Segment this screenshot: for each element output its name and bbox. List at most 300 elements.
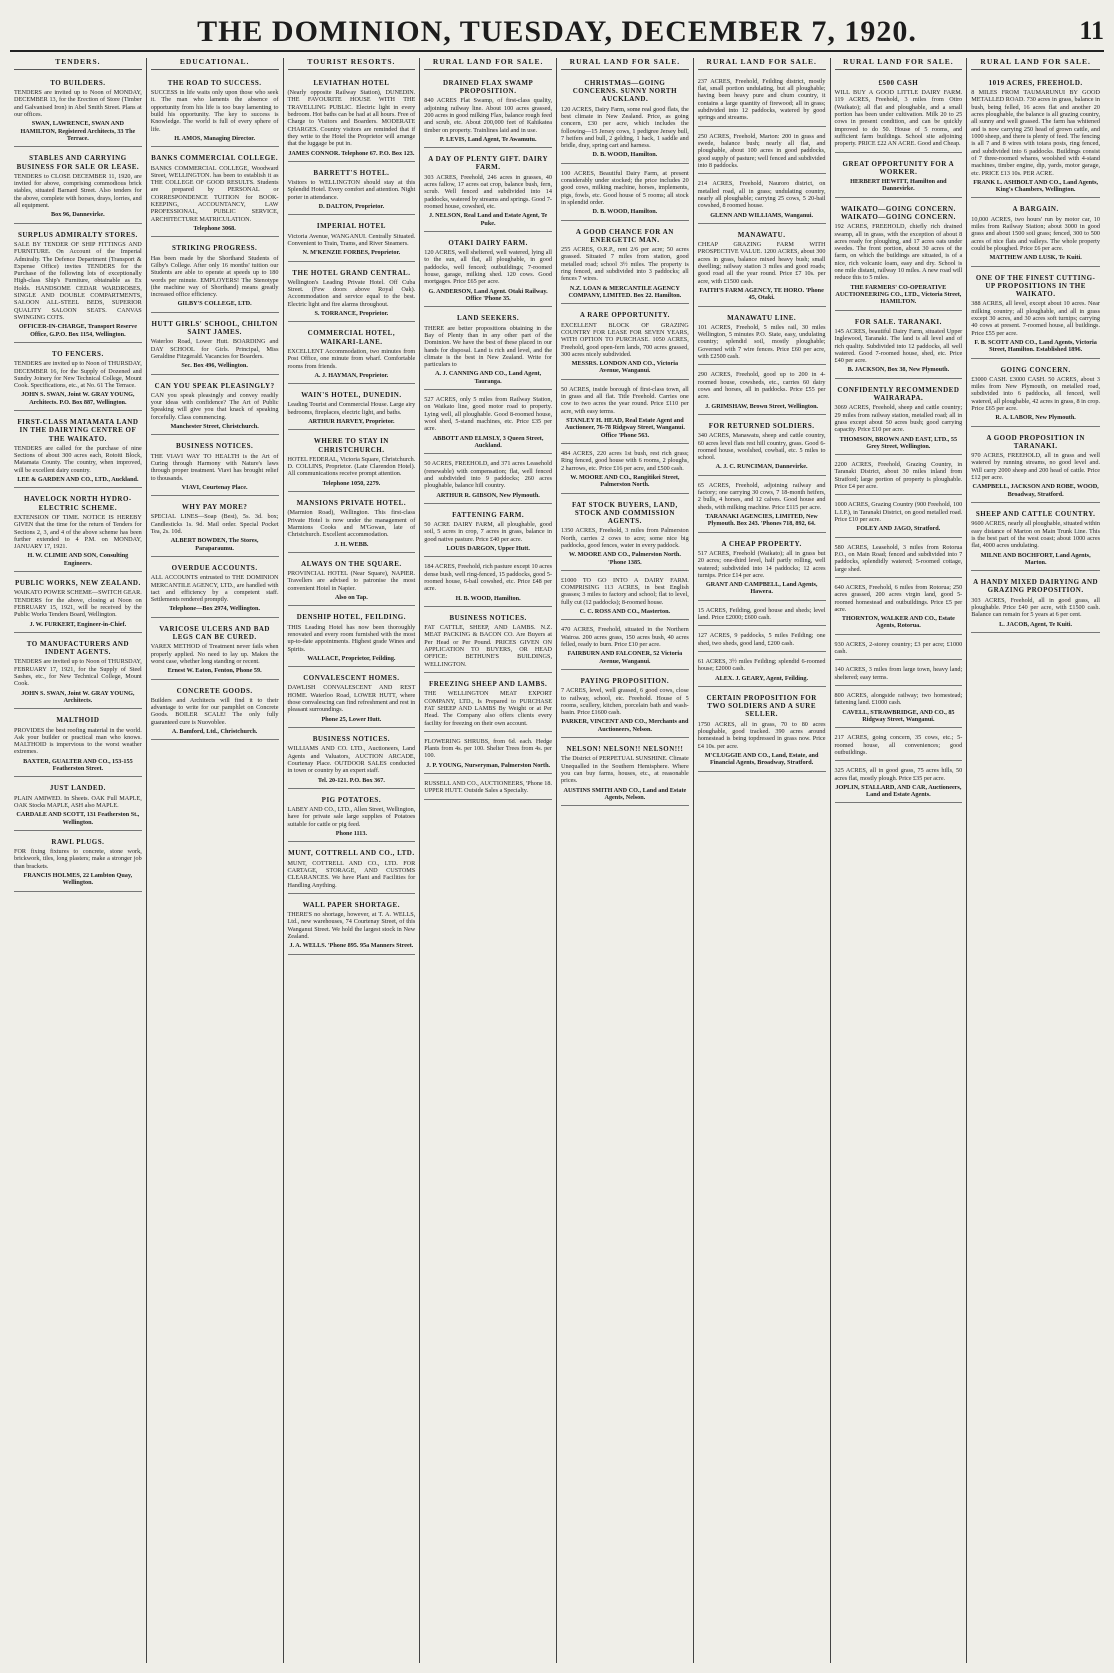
ad-body: 800 ACRES, alongside railway; two homestead; fattening land. £1000 cash. <box>834 692 963 707</box>
ad-sign: LEE & GARDEN AND CO., LTD., Auckland. <box>17 476 139 484</box>
ad-head: TO MANUFACTURERS AND INDENT AGENTS. <box>26 639 130 657</box>
ad-head: FOR RETURNED SOLDIERS. <box>708 421 815 430</box>
classified-ad <box>288 844 416 894</box>
ad-head: MANAWATU LINE. <box>727 313 797 322</box>
ad-sign: Manchester Street, Christchurch. <box>170 423 259 431</box>
classified-ad <box>288 164 416 216</box>
ad-body: FOR fixing fixtures to concrete, stone work, brickwork, tiles, long plasters; make a stronger job than brackets. <box>14 848 142 870</box>
ad-head: MALTHOID <box>56 716 100 725</box>
classified-ad <box>288 432 416 492</box>
ad-body: MUNT, COTTRELL AND CO., LTD. FOR CARTAGE, STORAGE, AND CUSTOMS CLEARANCES. We have Plant and Facilities for Handling Anything. <box>287 859 416 889</box>
ad-head: TO FENCERS. <box>52 349 104 358</box>
ad-body: (Marmion Road), Wellington. This first-class Private Hotel is now under the management of Marmions Cooks and M'Gowan, late of Christchurch. Excellent accommodation. <box>287 509 416 539</box>
ad-sign: J. W. FURKERT, Engineer-in-Chief. <box>29 620 127 628</box>
ad-head: HAVELOCK NORTH HYDRO-ELECTRIC SCHEME. <box>24 495 132 512</box>
ad-sign: HERBERT HEWITT, Hamilton and Dannevirke. <box>850 178 947 193</box>
classified-ad <box>288 217 416 261</box>
ad-head: FOR SALE. TARANAKI. <box>854 317 942 326</box>
classified-ad <box>698 689 826 772</box>
classified-ad <box>288 324 416 384</box>
ad-sign: A. J. CANNING AND CO., Land Agent, Tauranga. <box>435 370 542 385</box>
ad-sign: C. C. ROSS AND CO., Masterton. <box>579 608 671 616</box>
ad-sign: Also on Tap. <box>334 594 368 602</box>
classified-ad <box>561 306 689 379</box>
classified-ad <box>971 269 1100 359</box>
ad-sign: JAMES CONNOR. Telephone 67. P.O. Box 123. <box>288 149 415 157</box>
ad-sign: D. DALTON, Proprietor. <box>318 203 385 211</box>
classified-ad <box>424 74 552 148</box>
ad-body: 50 ACRE DAIRY FARM, all ploughable, good soil, 5 acres in crop, 7 acres in grass, balance in good native pasture. Price £40 per acre. <box>424 521 552 543</box>
ad-sign: AUSTINS SMITH AND CO., Land and Estate Agents, Nelson. <box>563 786 687 801</box>
classified-ad <box>561 166 689 221</box>
ad-sign: ARTHUR HARVEY, Proprietor. <box>308 418 395 426</box>
ad-sign: FAITH'S FARM AGENCY, TE HORO. 'Phone 45, Otaki. <box>699 286 824 302</box>
ad-head: WHERE TO STAY IN CHRISTCHURCH. <box>313 437 389 454</box>
classified-ad <box>835 540 963 578</box>
ad-head: A BARGAIN. <box>1012 205 1059 214</box>
ad-body: TENDERS are invited up to Noon of THURSDAY, DECEMBER 16, for the Supply of Dozened and Sundry Joinery for New Technical College, Mount Cook. Specifications, etc., at No. 61 The Terrace. <box>14 360 142 390</box>
ad-sign: FAIRBURN AND FALCONER, 52 Victoria Avenue, Wanganui. <box>567 650 683 665</box>
ad-head: A RARE OPPORTUNITY. <box>579 311 670 320</box>
ad-body: TENDERS to CLOSE DECEMBER 11, 1920, are invited for above, comprising commodious brick stables, situated Barnard Street. Also tenders for the above, complete with horses, drays, lorries, and all equipment. <box>14 172 142 210</box>
ad-body: EXCELLENT BLOCK OF GRAZING COUNTRY FOR LEASE FOR SEVEN YEARS, WITH OPTION TO PURCHASE. 1050 ACRES, Freehold, good open-fern lands, 700 acres grassed, 300 acres nicely subdivided. <box>561 321 689 358</box>
classified-ad <box>424 734 552 774</box>
classified-ad <box>971 74 1100 199</box>
ad-body: 3069 ACRES, Freehold, sheep and cattle country; 29 miles from railway station, metalled road; all in grass except about 50 acres bush; good carrying capacity. Price £10 per acre. <box>834 404 963 434</box>
ad-head: DENSHIP HOTEL, FEILDING. <box>296 613 406 622</box>
classified-ad <box>561 223 689 305</box>
ad-head: SHEEP AND CATTLE COUNTRY. <box>975 510 1096 519</box>
classified-ad <box>698 74 826 127</box>
classified-ad <box>835 313 963 379</box>
ad-sign: BAXTER, GUALTER AND CO., 153-155 Featherston Street. <box>23 757 133 773</box>
ad-body: 120 ACRES, well sheltered, well watered, lying all to the sun, all flat, all ploughable, in good paddocks, well fenced; outbuildings; 7-roomed house, garage, milking shed. 120 cows. Good mortgages. Price £65 per acre. <box>424 249 552 286</box>
ad-body: 340 ACRES, Manawatu, sheep and cattle country, 60 acres level flats rest hill country, grass. Good 6-roomed house, woolshed, cowbail, etc. 5 miles to school. <box>697 432 826 462</box>
ad-body: SUCCESS in life waits only upon those who seek it. The man who laments the absence of opportunity from his life is too busy lamenting to build his opportunity. The key to success is Knowledge. The world is full of every sphere of life. <box>150 89 279 133</box>
ad-head: MANSIONS PRIVATE HOTEL. <box>296 499 407 508</box>
classified-ad <box>14 413 142 488</box>
ad-sign: ALEX. J. GEARY, Agent, Feilding. <box>715 674 809 682</box>
ad-head: A GOOD PROPOSITION IN TARANAKI. <box>986 433 1085 450</box>
ad-head: TO BUILDERS. <box>50 78 106 87</box>
classified-ad <box>698 309 826 366</box>
ad-sign: D. B. WOOD, Hamilton. <box>592 208 658 216</box>
ad-body: TENDERS are invited up to Noon of MONDAY, DECEMBER 13, for the Erection of Store (Timber and Galvanised Iron) in Abel Smith Street. Plans at our offices. <box>14 89 142 119</box>
ad-sign: STANLEY H. HEAD, Real Estate Agent and Auctioneer, 76-78 Ridgway Street, Wanganui. Office 'Phone 563. <box>564 417 685 439</box>
classified-ad <box>698 129 826 175</box>
ad-body: The District of PERPETUAL SUNSHINE. Climate Unequalled in the Southern Hemisphere. Where you can buy farms, houses, etc., at reasonable prices. <box>561 755 689 785</box>
classified-ad <box>14 635 142 709</box>
ad-head: ALWAYS ON THE SQUARE. <box>301 559 402 568</box>
classified-ad <box>151 498 279 557</box>
classified-ad <box>835 457 963 495</box>
ad-body: 10,000 ACRES, two hours' run by motor car, 10 miles from Railway Station; about 3000 in good grass and about 1500 soil grass; fenced, 300 to 500 acres of nice flats and valleys. The whole property could be ploughed. Price £6 per acre. <box>971 215 1100 252</box>
classified-ad <box>971 200 1100 266</box>
ad-sign: Phone 1113. <box>335 830 368 838</box>
ad-body: 1750 ACRES, all in grass, 70 to 80 acres ploughable, good tracked. 390 acres around homestead is being topdressed in grass now. Price £4 10s. per acre. <box>697 720 826 750</box>
column-7 <box>831 58 968 1663</box>
ad-body: 7 ACRES, level, well grassed, 6 good cows, close to railway, school, etc. Freehold. House of 5 rooms, scullery, kitchen, porcelain bath and wash-basin. Price £1600 cash. <box>561 687 689 717</box>
column-heading: RURAL LAND FOR SALE. <box>971 58 1100 70</box>
ad-head: A CHEAP PROPERTY. <box>721 539 802 548</box>
classified-ad <box>698 654 826 687</box>
classified-ad <box>14 74 142 147</box>
ad-body: 101 ACRES, Freehold, 5 miles rail, 30 miles Wellington, 5 minutes P.O. State, easy, undulating country; splendid soil, mostly ploughable; Governed with 7 wire fences. Price £60 per acre, with £2500 cash. <box>697 323 826 361</box>
classified-ad <box>561 74 689 164</box>
ad-body: THIS Leading Hotel has now been thoroughly renovated and every room furnished with the most up-to-date appointments. Highest grade Wines and Spirits. <box>287 623 416 653</box>
ad-body: EXTENSION OF TIME. NOTICE IS HEREBY GIVEN that the time for the return of Tenders for Sections 2, 3, and 4 of the above scheme has been further extended to 4 P.M. on MONDAY, JANUARY 17, 1921. <box>14 513 142 551</box>
ad-sign: JOPLIN, STALLARD, AND CAR, Auctioneers, Land and Estate Agents. <box>835 783 962 799</box>
classified-ad <box>698 176 826 224</box>
masthead <box>10 14 1104 52</box>
ad-body: RUSSELL AND CO., AUCTIONEERS, 'Phone 18. UPPER HUTT. Outside Sales a Specialty. <box>424 780 552 795</box>
ad-sign: CAMPBELL, JACKSON AND ROBE, WOOD, Broadway, Stratford. <box>972 483 1099 498</box>
ad-head: COMMERCIAL HOTEL, WAIKARI-LANE. <box>307 329 396 346</box>
column-8 <box>967 58 1104 1663</box>
ad-head: FAT STOCK BUYERS, LAND, STOCK AND COMMISSION AGENTS. <box>572 500 678 526</box>
column-heading: TENDERS. <box>14 58 142 70</box>
classified-ad <box>151 620 279 680</box>
ad-sign: CARDALE AND SCOTT, 131 Featherston St., Wellington. <box>16 811 140 826</box>
classified-ad <box>151 559 279 618</box>
classified-ad <box>698 535 826 601</box>
classified-ad <box>288 669 416 728</box>
ad-body: PROVINCIAL HOTEL (Near Square), NAPIER. Travellers are advised to patronise the most convenient Hotel in Napier. <box>287 570 416 592</box>
ad-sign: THORNTON, WALKER AND CO., Estate Agents, Rotorua. <box>841 615 955 630</box>
ad-head: GREAT OPPORTUNITY FOR A WORKER. <box>842 159 955 176</box>
ad-body: 303 ACRES, Freehold, all in good grass, all ploughable. Price £40 per acre, with £1500 cash. Balance can remain for 5 years at 6 per cent. <box>971 596 1100 619</box>
ad-body: THERE are better propositions obtaining in the Bay of Plenty than in any other part of the Dominion. We have the best of these placed in our hands for disposal. Land is rich and level, and the climate is the best in New Zealand. Write for particulars to <box>424 324 552 369</box>
ad-head: CONCRETE GOODS. <box>176 686 253 695</box>
page-number: 11 <box>1079 16 1104 45</box>
classified-ad <box>151 377 279 436</box>
classified-ad <box>835 730 963 761</box>
classified-ad <box>151 239 279 312</box>
ad-body: 1000 ACRES, Grazing Country (900 Freehold, 100 L.I.P.), in Taranaki District, on good metalled road. Price £10 per acre. <box>834 501 963 524</box>
classified-ad <box>288 555 416 607</box>
ad-body: £1000 TO GO INTO A DAIRY FARM. COMPRISING 113 ACRES, in best English grasses; 3 miles to factory and school; flat to level, fully cut (12 paddocks); 8-roomed house. <box>561 576 689 606</box>
ad-sign: J. GRIMSHAW, Brown Street, Wellington. <box>705 402 819 410</box>
column-heading: EDUCATIONAL. <box>151 58 279 70</box>
classified-ad <box>971 505 1100 571</box>
classified-ad <box>971 573 1100 633</box>
classified-ad <box>835 155 963 198</box>
ad-body: 1350 ACRES, Freehold, 3 miles from Palmerston North, carries 2 cows to acre; some nice big paddocks, good fences, water in every paddock. <box>561 527 689 549</box>
ad-body: 290 ACRES, Freehold, good up to 200 in 4-roomed house, cowsheds, etc., carries 60 dairy cows and horses, all in paddocks. Price £55 per acre. <box>697 371 826 401</box>
ad-sign: Telephone 1050, 2279. <box>322 479 381 487</box>
column-heading: RURAL LAND FOR SALE. <box>424 58 552 70</box>
classified-ad <box>14 779 142 831</box>
ad-body: THERE'S no shortage, however, at T. A. WELLS, Ltd., new warehouses, 74 Courtenay Street, of this Wanganui Street. We hold the largest stock in New Zealand. <box>287 911 416 941</box>
ad-head: NELSON! NELSON!! NELSON!!! <box>566 745 684 754</box>
ad-sign: Box 96, Dannevirke. <box>51 211 105 219</box>
ad-body: 65 ACRES, Freehold, adjoining railway and factory; one carrying 30 cows, 7 18-month heifers, 2 bulls, 4 horses, and 12 calves. Good house and sheds, with milking machine. Price £115 per acre. <box>697 481 826 511</box>
ad-body: Waterloo Road, Lower Hutt. BOARDING and DAY SCHOOL for Girls. Principal, Miss Geraldine Fitzgerald. Vacancies for Boarders. <box>150 338 279 360</box>
column-grid <box>10 58 1104 1663</box>
ad-head: PIG POTATOES. <box>321 795 382 804</box>
ad-head: CHRISTMAS—GOING CONCERNS. SUNNY NORTH AUCKLAND. <box>572 78 678 104</box>
ad-head: STRIKING PROGRESS. <box>172 244 258 253</box>
classified-ad <box>835 200 963 311</box>
ad-head: LAND SEEKERS. <box>457 314 520 323</box>
classified-ad <box>14 226 142 343</box>
ad-body: 217 ACRES, going concern, 35 cows, etc.; 5-roomed house, all conveniences; good outbuildings. <box>834 734 963 756</box>
ad-body: 325 ACRES, all in good grass, 75 acres hills, 50 acres flat, mostly plough. Price £35 per acre. <box>834 767 963 782</box>
classified-ad <box>288 264 416 323</box>
classified-ad <box>561 740 689 806</box>
classified-ad <box>424 506 552 558</box>
ad-sign: FRANCIS HOLMES, 22 Lambton Quay, Wellington. <box>23 872 133 887</box>
ad-body: SPECIAL LINES—Soap (Best), 5s. 3d. box; Candlesticks 1s. 9d. Mail order. Special Pocket Tea, 2s. 10d. <box>150 513 279 536</box>
column-5 <box>557 58 694 1663</box>
ad-sign: G. ANDERSON, Land Agent. Otaki Railway. Office 'Phone 35. <box>428 287 548 303</box>
ad-sign: FRANK L. ASHBOLT AND CO., Land Agents, King's Chambers, Wellington. <box>973 178 1099 194</box>
ad-sign: SWAN, LAWRENCE, SWAN AND HAMILTON, Registered Architects, 33 The Terrace. <box>20 120 136 142</box>
ad-body: 484 ACRES, 220 acres 1st bush, rest rich grass; Ring fenced, good house with 6 rooms, 2 ploughs, 2 harrows, etc. Price £16 per acre, and £500 cash. <box>561 449 689 472</box>
ad-head: PUBLIC WORKS, NEW ZEALAND. <box>15 579 141 588</box>
classified-ad <box>971 429 1100 503</box>
ad-sign: JOHN S. SWAN, Joint W. GRAY YOUNG, Architects. <box>21 689 135 704</box>
classified-ad <box>288 494 416 553</box>
classified-ad <box>424 609 552 673</box>
classified-ad <box>698 603 826 627</box>
classified-ad <box>835 688 963 728</box>
ad-head: CONFIDENTLY RECOMMENDED WAIRARAPA. <box>837 385 960 403</box>
classified-ad <box>698 478 826 533</box>
classified-ad <box>14 490 142 572</box>
ad-body: 145 ACRES, beautiful Dairy Farm, situated Upper Inglewood, Taranaki. The land is all level and of rich quality. Subdivided into 12 paddocks, all well watered. Good 7-roomed house, shed, etc. Price £40 per acre. <box>834 327 963 365</box>
ad-head: THE ROAD TO SUCCESS. <box>167 78 262 87</box>
classified-ad <box>288 791 416 843</box>
ad-sign: MESSRS. LONDON AND CO., Victoria Avenue, Wanganui. <box>571 360 679 375</box>
ad-body: 303 ACRES, Freehold, 246 acres in grasses, 40 acres fallow, 17 acres oat crop, balance bush, fern, scrub. Well fenced and subdivided into 14 paddocks, watered by streams and springs. Good 7-roomed house, cowshed, etc. <box>424 173 552 210</box>
ad-body: 61 ACRES, 3½ miles Feilding; splendid 6-roomed house; £2000 cash. <box>697 658 826 673</box>
ad-head: CAN YOU SPEAK PLEASINGLY? <box>154 381 275 390</box>
classified-ad <box>835 497 963 537</box>
ad-body: HOTEL FEDERAL, Victoria Square, Christchurch. D. COLLINS, Proprietor. (Late Clarendon Hotel). All communications receive prompt attention. <box>287 455 416 478</box>
ad-sign: A. Bamford, Ltd., Christchurch. <box>171 728 258 736</box>
classified-ad <box>424 392 552 454</box>
ad-sign: M'CLUGGIE AND CO., Land, Estate, and Financial Agents, Broadway, Stratford. <box>704 751 819 767</box>
column-heading: RURAL LAND FOR SALE. <box>698 58 826 70</box>
ad-head: BANKS COMMERCIAL COLLEGE. <box>151 154 279 163</box>
masthead-title: THE DOMINION, TUESDAY, DECEMBER 7, 1920. <box>197 15 917 48</box>
classified-ad <box>151 682 279 741</box>
ad-body: LABEY AND CO., LTD., Allen Street, Wellington, have for private sale large supplies of Potatoes suitable for cattle or pig feed. <box>287 806 416 828</box>
ad-sign: Sec. Box 496, Wellington. <box>181 362 248 370</box>
classified-ad <box>835 381 963 455</box>
ad-head: WALL PAPER SHORTAGE. <box>302 900 400 909</box>
ad-sign: Telephone 3068. <box>193 225 236 233</box>
ad-sign: THE FARMERS' CO-OPERATIVE AUCTIONEERING CO., LTD., Victoria Street, HAMILTON. <box>835 283 962 306</box>
classified-ad <box>288 730 416 789</box>
ad-head: WAIN'S HOTEL, DUNEDIN. <box>301 391 402 400</box>
classified-ad <box>424 559 552 607</box>
ad-body: 840 ACRES Flat Swamp, of first-class quality, adjoining railway line. About 100 acres grassed, 200 acres in good milking Flax, balance rough feed and scrub, etc. About 200,000 feet of Kahikatea timber on property. Trainlines laid and in use. <box>424 97 552 134</box>
ad-head: OTAKI DAIRY FARM. <box>448 238 528 247</box>
ad-body: 470 ACRES, Freehold, situated in the Northern Wairoa. 200 acres grass, 150 acres bush, 40 acres felled, ready to burn. Price £10 per acre. <box>561 626 689 649</box>
ad-body: 15 ACRES, Feilding, good house and sheds; level land. Price £2000; £600 cash. <box>697 606 826 622</box>
ad-sign: J. NELSON, Real Land and Estate Agent, Te Puke. <box>428 212 548 227</box>
ad-body: Builders and Architects will find it to their advantage to write for our pamphlet on Concrete Goods. BOILER SCALE! The only fully guaranteed cure is Nuovoblee. <box>150 696 279 726</box>
ad-sign: VIAVI, Courtenay Place. <box>181 483 248 491</box>
classified-ad <box>835 580 963 635</box>
ad-sign: D. B. WOOD, Hamilton. <box>592 151 658 159</box>
classified-ad <box>698 367 826 415</box>
classified-ad <box>561 672 689 738</box>
ad-body: Leading Tourist and Commercial House. Large airy bedrooms, fireplaces, electric light, and baths. <box>287 401 416 416</box>
ad-head: MANAWATU. <box>737 230 786 239</box>
ad-head: 1019 ACRES, FREEHOLD. <box>988 78 1083 87</box>
ad-body: £3000 CASH. £3000 CASH. 50 ACRES, about 3 miles from New Plymouth, on metalled road, subdivided into 6 paddocks, all fenced, well watered, all ploughable, 42 acres in grass, 8 in crop. Price £65 per acre. <box>971 375 1100 413</box>
ad-body: BANKS COMMERCIAL COLLEGE, Woodward Street, WELLINGTON. has been to establish it as THE COLLEGE OF GOOD RESULTS. Students are prepared by PERSONAL or CORRESPONDENCE TUITION for BOOK-KEEPING, ACCOUNTANCY, LAW PROFESSIONAL, PUBLIC SERVICE, ARCHITECTURE MATRICULATION. <box>150 164 279 223</box>
ad-sign: Ernest W. Eaton, Fenton, Phone 59. <box>167 667 262 675</box>
ad-head: FATTENING FARM. <box>452 510 525 519</box>
classified-ad <box>835 763 963 803</box>
ad-body: 184 ACRES, Freehold, rich pasture except 10 acres dense bush, well ring-fenced, 15 paddocks, good 5-roomed house, 6-bail cowshed, etc. Price £48 per acre. <box>424 563 552 593</box>
ad-sign: FOLEY AND JAGO, Stratford. <box>856 525 941 533</box>
classified-ad <box>561 622 689 670</box>
ad-head: DRAINED FLAX SWAMP PROPOSITION. <box>442 78 534 96</box>
ad-body: 970 ACRES, FREEHOLD, all in grass and well watered by running streams, no good level and. Will carry 2000 sheep and 200 head of cattle. Price £12 per acre. <box>971 452 1100 482</box>
ad-body: 120 ACRES, Dairy Farm, some real good flats, the best climate in New Zealand. Price, as going concern, £30 per acre, which includes the following—15 Jersey cows, 1 pedigree Jersey bull, 7 heifers and bull, 2 gelding, 1 hack, 1 saddle and bridle, dray, spring cart and harness. <box>561 105 689 150</box>
ad-head: BUSINESS NOTICES. <box>175 442 254 451</box>
classified-ad <box>151 315 279 375</box>
ad-head: LEVIATHAN HOTEL <box>313 78 390 87</box>
ad-head: GOING CONCERN. <box>1000 365 1071 374</box>
ad-body: 930 ACRES, 2-storey country; £3 per acre; £1000 cash. <box>834 640 963 656</box>
ad-body: PLAIN AMIWED. In Sheets. OAK Full MAPLE, OAK Stocks MAPLE, ASH also MAPLE. <box>14 794 142 809</box>
ad-sign: CAVELL, STRAWBRIDGE, AND CO., 85 Ridgway Street, Wanganui. <box>842 708 955 723</box>
ad-head: A GOOD CHANCE FOR AN ENERGETIC MAN. <box>575 227 674 244</box>
ad-head: BUSINESS NOTICES. <box>312 735 391 744</box>
classified-ad <box>698 226 826 307</box>
classified-ad <box>288 896 416 955</box>
classified-ad <box>971 361 1100 427</box>
ad-body: FLOWERING SHRUBS, from 6d. each. Hedge Plants from 4s. per 100. Shelter Trees from 4s. per 100. <box>424 737 552 760</box>
ad-body: DAWLISH CONVALESCENT AND REST HOME. Waterloo Road, LOWER HUTT, where those convalescing can find refreshment and rest in pleasant surroundings. <box>287 684 416 714</box>
ad-body: WILL BUY A GOOD LITTLE DAIRY FARM. 119 ACRES, Freehold, 3 miles from Otiro (Waikato); all flat and ploughable, and a small portion has been under cultivation. Milk 20 to 25 cows in present condition, and can be quickly improved to do 50. House of 5 rooms, and sufficient farm buildings. School site adjoining property. PRICE £22 AN ACRE. Good and Cheap. <box>834 89 963 148</box>
ad-sign: Telephone—Box 2974, Wellington. <box>169 605 260 613</box>
ad-body: TENDERS are called for the purchase of nine Sections of about 300 acres each, Rotoiti Block, Matamata County. The country, when improved, will be excellent dairy country. <box>14 444 142 474</box>
ad-sign: W. MOORE AND CO., Palmerston North. 'Phone 1385. <box>568 551 681 566</box>
ad-head: THE HOTEL GRAND CENTRAL. <box>292 268 411 277</box>
column-heading: TOURIST RESORTS. <box>288 58 416 70</box>
ad-body: 517 ACRES, Freehold (Waikato); all in grass but 20 acres; one-third level, half partly rolling, well watered; subdivided into 14 paddocks; 12 acres turnips. Price £14 per acre. <box>697 549 826 579</box>
ad-sign: A. J. C. RUNCIMAN, Dannevirke. <box>715 463 808 471</box>
ad-sign: GLENN AND WILLIAMS, Wanganui. <box>710 211 813 219</box>
ad-head: FREEZING SHEEP AND LAMBS. <box>428 680 548 689</box>
ad-sign: H. B. WOOD, Hamilton. <box>455 594 521 602</box>
ad-sign: W. MOORE AND CO., Rangitikei Street, Palmerston North. <box>570 473 680 489</box>
classified-ad <box>14 833 142 892</box>
ad-sign: P. LEVIS, Land Agent, Te Awamutu. <box>439 135 537 143</box>
ad-head: WHY PAY MORE? <box>181 503 248 512</box>
ad-head: PAYING PROPOSITION. <box>580 676 670 685</box>
ad-sign: Tel. 20-121. P.O. Box 367. <box>317 776 385 784</box>
classified-ad <box>561 573 689 621</box>
classified-ad <box>151 149 279 237</box>
classified-ad <box>288 386 416 430</box>
ad-body: VAREX METHOD of Treatment never fails when properly applied. No need to lay up. Makes the worst case, whether long standing or recent. <box>150 643 279 665</box>
ad-body: SALE BY TENDER OF SHIP FITTINGS AND FURNITURE. On Account of the Imperial Admiralty. The Defence Department (Transport & Expense Office) invites TENDERS for the Purchase of the following lots of exceptionally High-class Ship's Furniture, obtainable as Ex Holds. HANDSOME CEDAR WARDROBES, SINGLE AND DOUBLE COMPARTMENTS, SALOON ALL-STEEL BEDS, SUPERIOR QUALITY SALOON SEATS. CANVAS SWINGING COTS. <box>14 240 142 322</box>
ad-sign: R. A. LABOR, New Plymouth. <box>995 414 1076 422</box>
column-heading: RURAL LAND FOR SALE. <box>561 58 689 70</box>
ad-head: CONVALESCENT HOMES. <box>303 674 400 683</box>
classified-ad <box>698 417 826 476</box>
ad-body: 237 ACRES, Freehold, Feilding district, mostly flat, small portion undulating, but all ploughable; having been heavy pure and chum country, it contains a large quantity of firewood; all in grass; subdivided into 12 paddocks, watered by good springs and streams. <box>697 77 826 122</box>
ad-head: ONE OF THE FINEST CUTTING-UP PROPOSITIONS IN THE WAIKATO. <box>975 273 1096 299</box>
ad-head: HUTT GIRLS' SCHOOL, CHILTON SAINT JAMES. <box>151 319 278 337</box>
classified-ad <box>698 628 826 652</box>
ad-head: MUNT, COTTRELL AND CO., LTD. <box>288 849 415 858</box>
ad-sign: WALLACE, Proprietor, Feilding. <box>307 654 396 662</box>
ad-sign: F. B. SCOTT AND CO., Land Agents, Victoria Street, Hamilton. Established 1896. <box>974 338 1097 354</box>
ad-body: ALL ACCOUNTS entrusted to THE DOMINION MERCANTILE AGENCY, LTD., are handled with tact and efficiency by a competent staff. Settlements rendered promptly. <box>150 574 279 604</box>
ad-sign: MATTHEW AND LUSK, Te Kuiti. <box>989 254 1082 262</box>
classified-ad <box>835 662 963 686</box>
ad-body: 127 ACRES, 9 paddocks, 5 miles Feilding; one shed, two sheds, good land, £200 cash. <box>697 632 826 647</box>
ad-head: JUST LANDED. <box>49 784 106 793</box>
ad-sign: H. W. CLIMIE AND SON, Consulting Engineers. <box>27 552 129 567</box>
ad-body: WILLIAMS AND CO. LTD., Auctioneers, Land Agents and Valuators, AUCTION ARCADE, Courtenay Place. OUTDOOR SALES conducted in town or country by an expert staff. <box>287 745 416 775</box>
ad-body: 50 ACRES, inside borough of first-class town, all in grass and all flat. Title Freehold. Carries one cow to two acres the year round. Price £110 per acre, with easy terms. <box>561 385 689 415</box>
ad-sign: B. JACKSON, Box 38, New Plymouth. <box>847 366 950 374</box>
classified-ad <box>288 74 416 162</box>
classified-ad <box>424 234 552 307</box>
classified-ad <box>561 446 689 494</box>
classified-ad <box>424 675 552 732</box>
column-3 <box>284 58 421 1663</box>
classified-ad <box>835 637 963 661</box>
ad-head: IMPERIAL HOTEL <box>316 222 386 231</box>
classified-ad <box>288 608 416 667</box>
ad-sign: J. A. WELLS. 'Phone 895. 95a Manners Street. <box>289 942 414 950</box>
ad-body: FAT CATTLE, SHEEP, AND LAMBS. N.Z. MEAT PACKING & BACON CO. Are Buyers at Per Head or Per Pound. PRICES GIVEN ON APPLICATION TO BUYERS, OR HEAD OFFICE: BETHUNE'S BUILDINGS, WELLINGTON. <box>424 624 552 668</box>
ad-sign: ARTHUR R. GIBSON, New Plymouth. <box>436 491 540 499</box>
ad-body: 50 ACRES, FREEHOLD, and 371 acres Leasehold (renewable) with compensation; flat, well fenced and subdivided into 9 paddocks; 260 acres ploughable, balance hill country. <box>424 460 552 490</box>
ad-body: 100 ACRES, Beautiful Dairy Farm, at present considerably under stocked; the price includes 20 good cows, milking machine, horses, implements, pigs, fowls, etc. Good house of 5 rooms; all stock in splendid order. <box>561 169 689 207</box>
ad-body: Wellington's Leading Private Hotel. Off Cuba Street. (Few doors above Royal Oak). Accommodation and service equal to the best. Electric light and fire alarms throughout. <box>287 278 416 308</box>
ad-head: BUSINESS NOTICES. <box>449 613 527 622</box>
ad-body: 388 ACRES, all level, except about 10 acres. Near milking country; all ploughable, and all in grass except 30 acres, and 30 acres soft turnips; carrying 40 cows at present. 7-roomed house, all buildings. Price £55 per acre. <box>971 300 1100 337</box>
ad-body: Victoria Avenue, WANGANUI. Centrally Situated. Convenient to Train, Trams, and River Steamers. <box>287 232 416 247</box>
ad-sign: TARANAKI AGENCIES, LIMITED, New Plymouth. Box 243. 'Phones 718, 892, 64. <box>705 513 818 528</box>
ad-sign: OFFICER-IN-CHARGE, Transport Reserve Office, G.P.O. Box 1154, Wellington. <box>18 323 137 338</box>
ad-body: 580 ACRES, Leasehold, 3 miles from Rotorua P.O., on Main Road; fenced and subdivided into 7 paddocks, splendidly watered; 5-roomed cottage, large shed. <box>834 543 963 573</box>
ad-sign: J. H. WEBB. <box>334 540 369 548</box>
ad-sign: JOHN S. SWAN, Joint W. GRAY YOUNG, Architects. P.O. Box 887, Wellington. <box>21 391 135 406</box>
ad-body: EXCELLENT Accommodation, two minutes from Post Office, one minute from wharf. Comfortable rooms from friends. <box>287 347 416 370</box>
ad-sign: N. M'KENZIE FORBES, Proprietor. <box>302 249 401 257</box>
classified-ad <box>561 496 689 571</box>
ad-body: CAN you speak pleasingly and convey readily your ideas with confidence? The Art of Public Speaking will give you that knack of speaking forcefully. Class commencing. <box>150 391 279 421</box>
ad-sign: GILBY'S COLLEGE, LTD. <box>177 300 252 308</box>
ad-body: WAIKATO POWER SCHEME—SWITCH GEAR. TENDERS for the above, closing at Noon on FEBRUARY 15, 1921, will be received by the Public Works Tenders Board, Wellington. <box>14 589 142 619</box>
classified-ad <box>14 711 142 777</box>
classified-ad <box>151 437 279 496</box>
ad-body: CHEAP GRAZING FARM WITH PROSPECTIVE VALUE. 1200 ACRES, about 300 acres in grass, balance mixed heavy bush; small dwelling; railway station 3 miles and good roads; good road all the year round. Price £7 10s. per acre, with £1500 cash. <box>697 241 826 285</box>
ad-body: 250 ACRES, Freehold, Marton: 200 in grass and swede, balance bush; nearly all flat, and ploughable, about 100 acres in good paddocks, good supply of pasture; well fenced and subdivided into 8 paddocks. <box>697 132 826 169</box>
ad-body: 527 ACRES, only 5 miles from Railway Station, on Waikato line, good motor road to property. Lying well, all ploughable. Good 8-roomed house, wool shed, 5-stand machines, etc. Price £35 per acre. <box>424 396 552 433</box>
column-4 <box>420 58 557 1663</box>
ad-sign: ALBERT BOWDEN, The Stores, Paraparaumu. <box>170 537 259 552</box>
ad-sign: N.Z. LOAN & MERCANTILE AGENCY COMPANY, LIMITED. Box 22. Hamilton. <box>568 284 682 300</box>
ad-body: 8 MILES FROM TAUMARUNUI BY GOOD METALLED ROAD. 730 acres in grass, balance in bush, being felled, 16 acres flat and another 20 acres ploughable, the balance is all grazing country, all sunny and well grassed. The farm has whitened and is now carrying 250 head of grown cattle, and 1000 sheep, and there is plenty of feed. The fencing is all 7 and 8 wires with totara posts, ring fenced, and subdivided into 6 paddocks. Buildings consist of 7 three-roomed whares, woolshed with 4-stand machines, timber engine, dip, yards, motor garage, etc. PRICE £13 10s. PER ACRE. <box>971 89 1100 177</box>
ad-sign: GRANT AND CAMPBELL, Land Agents, Hawera. <box>705 581 818 596</box>
classified-ad <box>835 74 963 153</box>
classified-ad <box>14 149 142 223</box>
